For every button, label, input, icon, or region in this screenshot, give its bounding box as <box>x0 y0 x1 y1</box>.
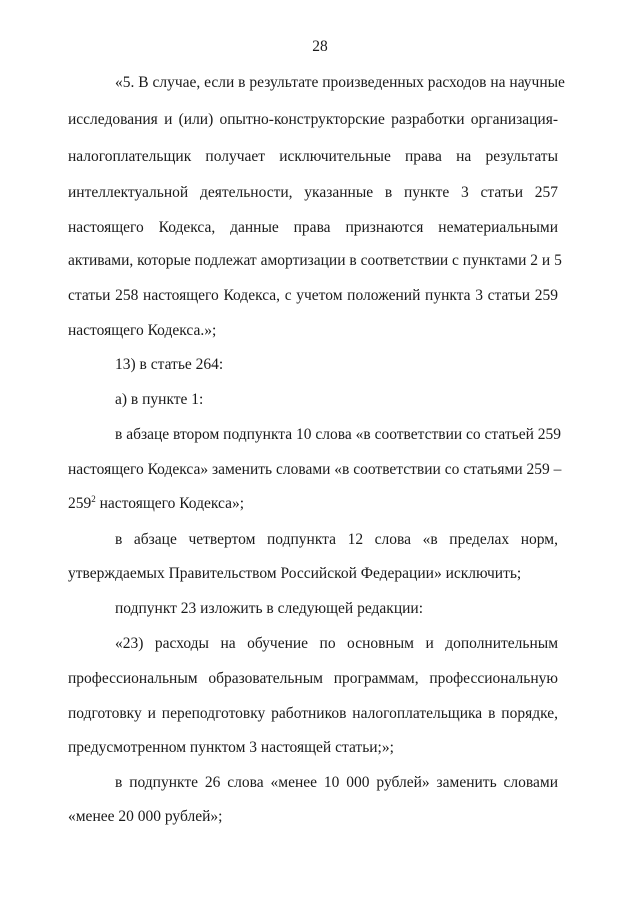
text-line: утверждаемых Правительством Российской Федерации» исключить; <box>68 565 522 582</box>
text-line: налогоплательщик получает исключительные права на результаты <box>68 148 558 165</box>
text-line: 13) в статье 264: <box>115 356 224 373</box>
text-line: «23) расходы на обучение по основным и дополнительным <box>115 635 558 652</box>
text-line: предусмотренном пунктом 3 настоящей статьи;»; <box>68 739 394 756</box>
text-line: исследования и (или) опытно-конструкторские разработки организация- <box>68 111 558 128</box>
text-line: настоящего Кодекса» заменить словами «в соответствии со статьями 259 – <box>68 461 562 478</box>
text-line: интеллектуальной деятельности, указанные в пункте 3 статьи 257 <box>68 184 558 201</box>
text-line: настоящего Кодекса.»; <box>68 322 217 339</box>
text-line: настоящего Кодекса, данные права признаются нематериальными <box>68 219 558 236</box>
text-line <box>68 494 558 514</box>
text-line: а) в пункте 1: <box>115 391 204 408</box>
text-line: в абзаце четвертом подпункта 12 слова «в пределах норм, <box>115 531 558 548</box>
text-line: в подпункте 26 слова «менее 10 000 рублей» заменить словами <box>115 774 558 791</box>
text-line: в абзаце втором подпункта 10 слова «в соответствии со статьей 259 <box>115 426 561 443</box>
text-line: «менее 20 000 рублей»; <box>68 808 223 825</box>
page-number: 28 <box>312 38 328 55</box>
text-line: «5. В случае, если в результате произведенных расходов на научные <box>115 74 565 91</box>
text-line: активами, которые подлежат амортизации в соответствии с пунктами 2 и 5 <box>68 252 562 269</box>
text-line: подпункт 23 изложить в следующей редакции: <box>115 600 424 617</box>
number-base: 259 <box>68 495 92 512</box>
superscript: 2 <box>91 493 96 504</box>
text-line: профессиональным образовательным программам, профессиональную <box>68 670 558 687</box>
text-line: статьи 258 настоящего Кодекса, с учетом положений пункта 3 статьи 259 <box>68 287 558 304</box>
text-line: подготовку и переподготовку работников налогоплательщика в порядке, <box>68 705 558 722</box>
text-span: настоящего Кодекса»; <box>95 495 245 512</box>
